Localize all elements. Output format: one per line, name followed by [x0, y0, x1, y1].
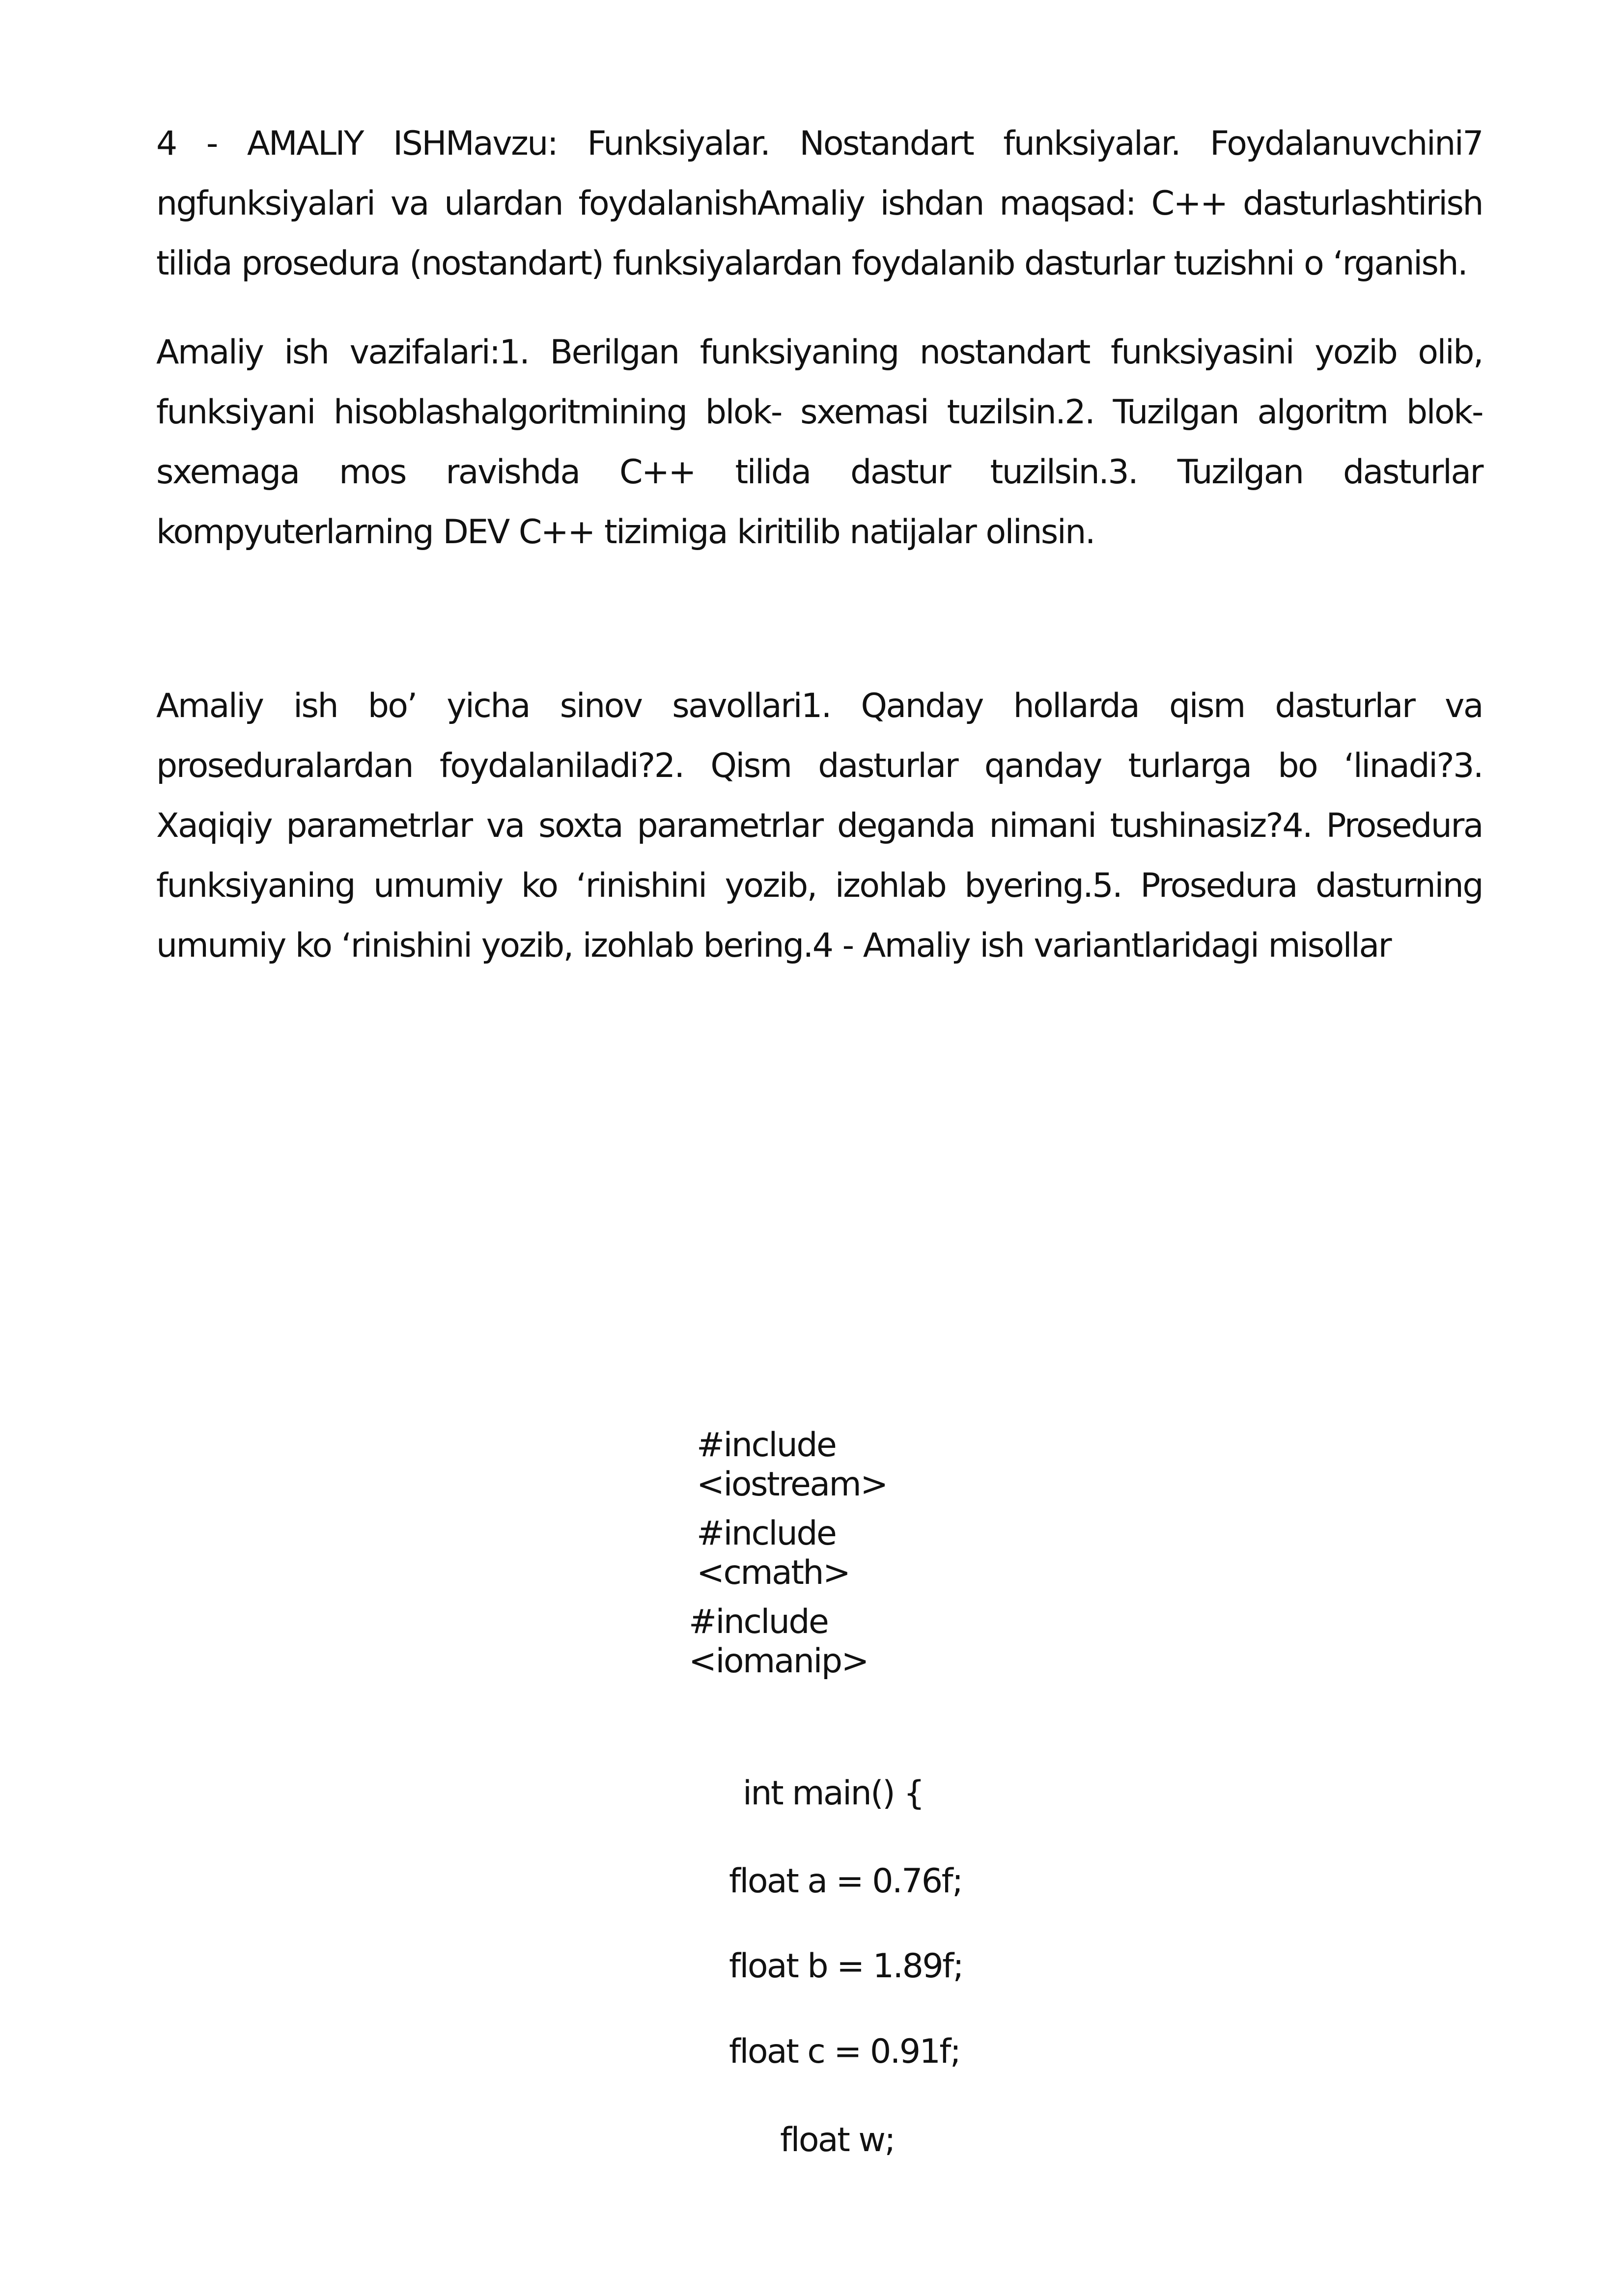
- code-line-include-iostream: #include <iostream>: [697, 1426, 887, 1504]
- code-line-include-cmath: #include <cmath>: [697, 1514, 850, 1592]
- paragraph-topic-and-goal: 4 - AMALIY ISHMavzu: Funksiyalar. Nostandart funksiyalar. Foydalanuvchini7 ngfunksiyalari va ulardan foydalanishAmaliy ishdan maqsad: C++ dasturlashtirish tilida prosedura (nostandart) funksiyalardan foydalanib dasturlar tuzishni o ʻrganish.: [156, 124, 1483, 283]
- paragraph-test-questions: Amaliy ish boʼ yicha sinov savollari1. Qanday hollarda qism dasturlar va proseduralardan foydalaniladi?2. Qism dasturlar qanday turlarga bo ʻlinadi?3. Xaqiqiy parametrlar va soxta parametrlar deganda nimani tushinasiz?4. Prosedura funksiyaning umumiy ko ʻrinishini yozib, izohlab byering.5. Prosedura dasturning umumiy ko ʻrinishini yozib, izohlab bering.4 - Amaliy ish variantlaridagi misollar: [156, 687, 1483, 965]
- code-line-include-iomanip: #include <iomanip>: [689, 1603, 868, 1681]
- code-line-float-w: float w;: [780, 2121, 895, 2159]
- code-line-main: int main() {: [743, 1774, 924, 1813]
- code-line-float-a: float a = 0.76f;: [729, 1862, 962, 1901]
- paragraph-tasks: Amaliy ish vazifalari:1. Berilgan funksiyaning nostandart funksiyasini yozib olib, funksiyani hisoblashalgoritmining blok- sxemasi tuzilsin.2. Tuzilgan algoritm blok- sxemaga mos ravishda C++ tilida dastur tuzilsin.3. Tuzilgan dasturlar kompyuterlarning DEV C++ tizimiga kiritilib natijalar olinsin.: [156, 333, 1483, 552]
- code-line-float-b: float b = 1.89f;: [729, 1947, 963, 1986]
- code-line-float-c: float c = 0.91f;: [729, 2032, 960, 2071]
